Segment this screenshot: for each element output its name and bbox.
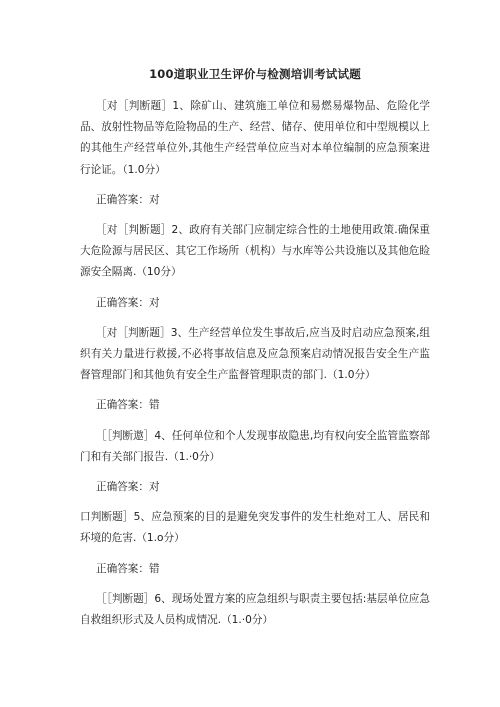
question-6: ［［判断题］6、现场处置方案的应急组织与职责主要包括:基层单位应急自救组织形式及人员构成情况.（1.·0分） [80,592,430,627]
question-3: ［对［判断题］3、生产经营单位发生事故后,应当及时启动应急预案,组织有关力量进行救援,不必将事故信息及应急预案启动情况报告安全生产监督管理部门和其他负有安全生产监督管理职责的部门.（1.0分） [80,326,430,382]
question-4: ［［判断遨］4、任何单位和个人发现事故隐患,均有权向安全监管监察部门和有关部门报告.（1.·0分） [80,429,430,463]
answer-2: 正确答案：对 [96,296,160,309]
document-title: 100道职业卫生评价与检测培训考试试题 [149,67,361,81]
question-5: 口判断题］5、应急预案的目的是避免突发事件的发生杜绝对工人、居民和环境的危害.（1.o分） [80,511,430,545]
question-2: ［对［判断题］2、政府有关部门应制定综合性的土地使用政策.确保重大危险源与居民区、其它工作场所（机构）与水库等公共设施以及其他危睑源安全隔离.（10分） [80,224,430,279]
question-1: ［对［判断题］1、除矿山、建筑施工单位和易燃易爆物品、危险化学品、放射性物品等危险物品的生产、经营、储存、使用单位和中型规模以上的其他生产经营单位外,其他生产经营单位应当对本单位编制的应急预案进行论证。（1.0分） [80,100,430,176]
answer-4: 正确答案：对 [96,481,160,494]
answer-5: 正确答案：错 [96,562,160,575]
answer-1: 正确答案：对 [96,193,160,206]
answer-3: 正确答案：错 [96,399,160,412]
